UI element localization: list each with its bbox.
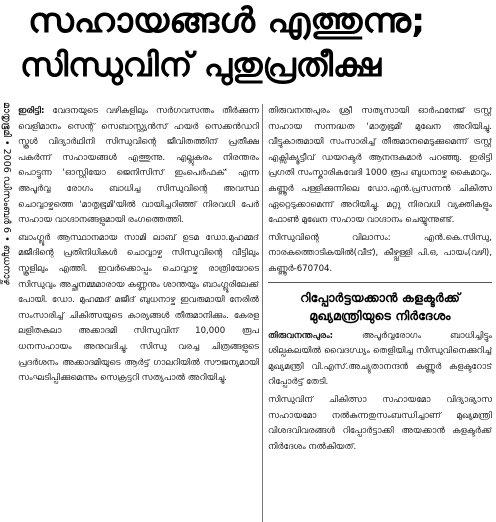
- section-divider: [268, 282, 492, 283]
- subheadline-line-2: മുഖ്യമന്ത്രിയുടെ നിർദേശം: [309, 307, 451, 323]
- headline: [18, 0, 488, 96]
- dateline-text: മാതൃഭൂമി • 2006 ഡിസംബർ 6 • ബുധനാഴ്ച: [1, 102, 12, 285]
- article-paragraph-5: സിന്ധുവിന് ചികിത്സാ സഹായമോ വിദ്യാഭ്യാസ സഹായമോ നൽകുന്നതുസംബന്ധിച്ചാണ് മുഖ്യമന്ത്രി വിശദവിവരങ്ങൾ റിപ്പോർട്ടാക്കി അയക്കാൻ കളക്ടർക്ക് നിർദേശം നൽകിയത്.: [268, 394, 492, 452]
- column-divider: [262, 104, 263, 522]
- article-column-left: [18, 104, 259, 522]
- subheadline: [268, 289, 492, 325]
- paragraph-4-text: അപൂർവ്വരോഗം ബാധിച്ചിട്ടും ശില്പകലയിൽ വൈദഗ്ധ്യം തെളിയിച്ച സിന്ധുവിനെക്കുറിച്ച് മുഖ്യമന്ത്രി വി.എസ്.അച്യുതാനന്ദൻ കണ്ണൂർ കളക്ടറോട് റിപ്പോർട്ട് തേടി.: [268, 330, 492, 388]
- subheadline-line-1: റിപ്പോർട്ടയക്കാൻ കളക്ടർക്ക്: [300, 289, 460, 305]
- headline-line-2: സിന്ധുവിന് പുതുപ്രതീക്ഷ: [20, 45, 382, 84]
- headline-line-1: സഹായങ്ങൾ എത്തുന്നു;: [28, 1, 426, 41]
- article-paragraph-1: [18, 104, 259, 229]
- paragraph-1-text: വേദനയുടെ വഴികളിലും സർഗവസന്തം തീർക്കുന്ന വെളിമാനം സെന്റ് സെബാസ്റ്റ്യൻസ് ഹയർ സെക്കൻഡറി സ്കൂൾ വിദ്യാർഥിനി സിന്ധുവിന്റെ ജീവിതത്തിന് പ്രതീക്ഷ പകർന്ന് സഹായങ്ങൾ എത്തുന്നു. എല്ലുകരം നിരന്തരം പൊട്ടുന്ന 'ഓസ്റ്റിയോ ജെനിസിസ് ഇംപെർഫക്' എന്ന അപൂർവ്വ രോഗം ബാധിച്ച സിന്ധുവിന്റെ അവസ്ഥ ചൊവ്വാഴ്ചത്തെ 'മാതൃഭൂമി'യിൽ വായിച്ചറിഞ്ഞ് നിരവധി പേർ സഹായ വാഗ്ദാനങ്ങളുമായി രംഗത്തെത്തി.: [18, 106, 259, 226]
- address-paragraph: സിന്ധുവിന്റെ വിലാസം: എൻ.കെ.സിന്ധു, നാരകത്തൊടികയിൽ(വീട്), കീഴ്പ്പള്ളി പി.ഒ, പായം(വഴി), കണ്ണൂർ-670704.: [268, 232, 492, 274]
- dateline-sidebar: [0, 102, 14, 522]
- dateline-iritty: ഇരിട്ടി:: [18, 106, 45, 116]
- article-paragraph-3: തിരുവനന്തപുരം ശ്രീ സത്യസായി ഓർഫനേജ് ട്രസ്റ്റ് സഹായ സന്നദ്ധത 'മാതൃഭൂമി' മുഖേന അറിയിച്ചു. വീട്ടുകാരുമായി സംസാരിച്ച് തീരുമാനമെടുക്കുമെന്ന് ട്രസ്റ്റ് എക്സിക്യൂട്ടീവ് ഡയറക്ടർ ആനന്ദകുമാർ പറഞ്ഞു. ഇരിട്ടി പ്രഗതി സംസ്കാരികവേദി 1000 രൂപ ബുധനാഴ്ച കൈമാറും. കണ്ണൂർ പള്ളിക്കുന്നിലെ ഡോ.എൻ.പ്രസന്നൻ ചികിത്സ ഏറ്റെടുക്കാമെന്ന് അറിയിച്ചു. മറ്റു നിരവധി വ്യക്തികളും ഫോൺ മുഖേന സഹായ വാഗ്ദാനം ചെയ്യുന്നുണ്ട്.: [268, 106, 492, 226]
- dateline-thiruvananthapuram: തിരുവനന്തപുരം:: [268, 330, 334, 341]
- article-column-right: [268, 104, 492, 522]
- article-paragraph-4: [268, 329, 492, 391]
- article-paragraph-2: ബാംഗ്ലൂർ ആസ്ഥാനമായ സാമി ലാബ് ഉടമ ഡോ.മുഹമ്മദ് മജീദിന്റെ പ്രതിനിധികൾ ചൊവ്വാഴ്ച സിന്ധുവിന്റെ വീട്ടിലും സ്കൂളിലും എത്തി. ഇവർക്കൊപ്പം ചൊവ്വാഴ്ച രാത്രിയോടെ സിന്ധുവും അച്ഛനമ്മമാരായ കണ്ണനും ശാന്തയും ബാംഗ്ലൂരിലേക്ക് പോയി. ഡോ. മുഹമ്മദ് മജീദ് ബുധനാഴ്ച ഇവരുമായി നേരിൽ സംസാരിച്ച് ചികിത്സയുടെ കാര്യങ്ങൾ തീരുമാനിക്കും. കേരള ലളിതകലാ അക്കാദമി സിന്ധുവിന് 10,000 രൂപ ധനസഹായം അനുവദിച്ചു. സിന്ധു വരച്ച ചിത്രങ്ങളുടെ പ്രദർശനം അക്കാദമിയുടെ ആർട്ട് ഗാലറിയിൽ സൗജന്യമായി സംഘടിപ്പിക്കുമെന്നും സെക്രട്ടറി സത്യപാൽ അറിയിച്ചു.: [18, 232, 259, 384]
